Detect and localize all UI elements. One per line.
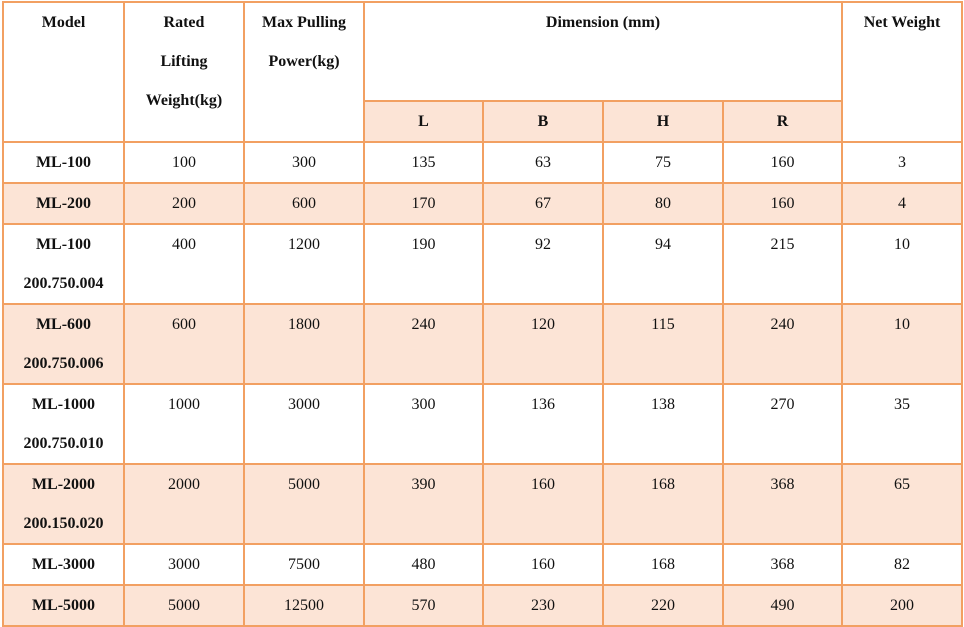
header-dim-l: L xyxy=(364,101,483,142)
cell-r: 490 xyxy=(723,585,842,626)
cell-code: 200.750.010 xyxy=(23,435,104,452)
cell-h: 80 xyxy=(603,183,723,224)
cell-rated: 3000 xyxy=(124,544,244,585)
cell-net: 65 xyxy=(842,464,962,544)
cell-max-pull: 7500 xyxy=(244,544,364,585)
cell-h: 75 xyxy=(603,142,723,183)
cell-max-pull: 12500 xyxy=(244,585,364,626)
header-dim-h: H xyxy=(603,101,723,142)
cell-rated: 400 xyxy=(124,224,244,304)
cell-h: 168 xyxy=(603,464,723,544)
cell-code: 200.750.004 xyxy=(23,275,104,292)
cell-b: 160 xyxy=(483,544,603,585)
header-row xyxy=(3,2,962,101)
cell-max-pull: 3000 xyxy=(244,384,364,464)
cell-l: 300 xyxy=(364,384,483,464)
table-row xyxy=(3,142,962,183)
cell-r: 160 xyxy=(723,142,842,183)
table-row xyxy=(3,224,962,304)
cell-rated: 100 xyxy=(124,142,244,183)
cell-b: 92 xyxy=(483,224,603,304)
cell-model: ML-1000 200.750.010 xyxy=(3,384,124,464)
cell-l: 170 xyxy=(364,183,483,224)
cell-h: 94 xyxy=(603,224,723,304)
cell-h: 220 xyxy=(603,585,723,626)
cell-b: 63 xyxy=(483,142,603,183)
cell-rated: 200 xyxy=(124,183,244,224)
cell-r: 270 xyxy=(723,384,842,464)
table-row xyxy=(3,585,962,626)
cell-net: 200 xyxy=(842,585,962,626)
cell-max-pull: 1800 xyxy=(244,304,364,384)
cell-l: 390 xyxy=(364,464,483,544)
cell-model: ML-5000 xyxy=(3,585,124,626)
cell-l: 480 xyxy=(364,544,483,585)
cell-h: 138 xyxy=(603,384,723,464)
cell-b: 67 xyxy=(483,183,603,224)
header-net-weight: Net Weight xyxy=(842,2,962,142)
cell-code: 200.150.020 xyxy=(23,515,104,532)
cell-max-pull: 600 xyxy=(244,183,364,224)
cell-max-pull: 5000 xyxy=(244,464,364,544)
cell-max-pull: 300 xyxy=(244,142,364,183)
cell-b: 120 xyxy=(483,304,603,384)
table-row xyxy=(3,464,962,544)
cell-net: 3 xyxy=(842,142,962,183)
cell-rated: 600 xyxy=(124,304,244,384)
cell-model: ML-200 xyxy=(3,183,124,224)
cell-rated: 2000 xyxy=(124,464,244,544)
cell-l: 135 xyxy=(364,142,483,183)
header-dim-r: R xyxy=(723,101,842,142)
cell-h: 168 xyxy=(603,544,723,585)
cell-r: 240 xyxy=(723,304,842,384)
cell-r: 160 xyxy=(723,183,842,224)
cell-model: ML-2000 200.150.020 xyxy=(3,464,124,544)
table-row xyxy=(3,183,962,224)
cell-l: 240 xyxy=(364,304,483,384)
header-model: Model xyxy=(3,2,124,142)
header-max-pulling-power: Max Pulling Power(kg) xyxy=(244,2,364,142)
cell-h: 115 xyxy=(603,304,723,384)
cell-l: 570 xyxy=(364,585,483,626)
cell-r: 368 xyxy=(723,544,842,585)
cell-model: ML-600 200.750.006 xyxy=(3,304,124,384)
cell-model: ML-100 xyxy=(3,142,124,183)
cell-rated: 1000 xyxy=(124,384,244,464)
table-row xyxy=(3,384,962,464)
cell-model: ML-100 200.750.004 xyxy=(3,224,124,304)
cell-b: 230 xyxy=(483,585,603,626)
cell-net: 4 xyxy=(842,183,962,224)
header-dim-b: B xyxy=(483,101,603,142)
cell-model: ML-3000 xyxy=(3,544,124,585)
cell-net: 82 xyxy=(842,544,962,585)
cell-code: 200.750.006 xyxy=(23,355,104,372)
header-rated-lifting-weight: Rated Lifting Weight(kg) xyxy=(124,2,244,142)
cell-net: 10 xyxy=(842,224,962,304)
cell-max-pull: 1200 xyxy=(244,224,364,304)
cell-l: 190 xyxy=(364,224,483,304)
table-row xyxy=(3,304,962,384)
cell-rated: 5000 xyxy=(124,585,244,626)
cell-b: 136 xyxy=(483,384,603,464)
cell-r: 215 xyxy=(723,224,842,304)
cell-net: 10 xyxy=(842,304,962,384)
cell-r: 368 xyxy=(723,464,842,544)
cell-net: 35 xyxy=(842,384,962,464)
header-dimension: Dimension (mm) xyxy=(364,2,842,101)
table-row xyxy=(3,544,962,585)
cell-b: 160 xyxy=(483,464,603,544)
spec-table xyxy=(2,1,963,627)
